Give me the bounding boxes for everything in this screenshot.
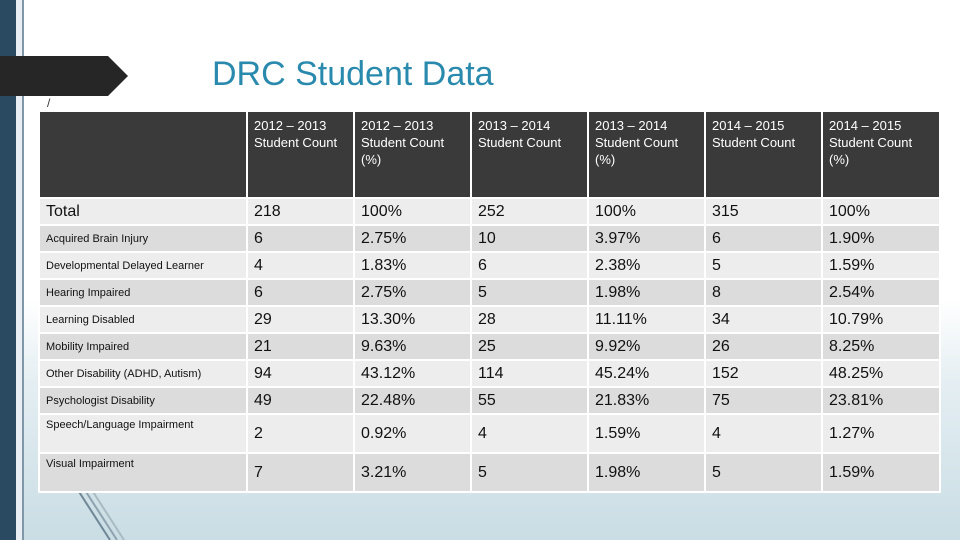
table-cell: 1.98% <box>588 453 705 492</box>
row-label: Learning Disabled <box>39 306 247 333</box>
table-cell: 6 <box>247 279 354 306</box>
table-cell: 49 <box>247 387 354 414</box>
table-cell: 1.90% <box>822 225 940 252</box>
table-cell: 2 <box>247 414 354 453</box>
table-row <box>39 387 940 414</box>
table-cell: 11.11% <box>588 306 705 333</box>
table-row <box>39 453 940 492</box>
table-cell: 2.38% <box>588 252 705 279</box>
row-label: Mobility Impaired <box>39 333 247 360</box>
table-row <box>39 252 940 279</box>
table-cell: 10 <box>471 225 588 252</box>
header-cell: 2014 – 2015 Student Count (%) <box>822 111 940 198</box>
table-cell: 43.12% <box>354 360 471 387</box>
header-cell: 2012 – 2013 Student Count (%) <box>354 111 471 198</box>
header-cell: 2013 – 2014 Student Count (%) <box>588 111 705 198</box>
stray-mark: / <box>47 96 51 110</box>
table-cell: 9.92% <box>588 333 705 360</box>
table-cell: 22.48% <box>354 387 471 414</box>
table-cell: 6 <box>705 225 822 252</box>
header-corner-cell <box>39 111 247 198</box>
table-cell: 21 <box>247 333 354 360</box>
header-cell: 2013 – 2014 Student Count <box>471 111 588 198</box>
table-cell: 1.59% <box>822 252 940 279</box>
table-cell: 100% <box>822 198 940 225</box>
table-cell: 5 <box>705 252 822 279</box>
table-cell: 21.83% <box>588 387 705 414</box>
table-cell: 5 <box>705 453 822 492</box>
table-cell: 6 <box>471 252 588 279</box>
row-label: Total <box>39 198 247 225</box>
table-cell: 1.27% <box>822 414 940 453</box>
table-cell: 34 <box>705 306 822 333</box>
table-cell: 114 <box>471 360 588 387</box>
row-label: Hearing Impaired <box>39 279 247 306</box>
table-row <box>39 279 940 306</box>
table-cell: 252 <box>471 198 588 225</box>
table-cell: 9.63% <box>354 333 471 360</box>
table-cell: 55 <box>471 387 588 414</box>
table-cell: 0.92% <box>354 414 471 453</box>
table-cell: 28 <box>471 306 588 333</box>
table-cell: 4 <box>705 414 822 453</box>
table-row <box>39 414 940 453</box>
table-cell: 4 <box>471 414 588 453</box>
row-label: Visual Impairment <box>39 453 247 492</box>
header-cell: 2012 – 2013 Student Count <box>247 111 354 198</box>
table-cell: 3.97% <box>588 225 705 252</box>
table-cell: 26 <box>705 333 822 360</box>
table-cell: 152 <box>705 360 822 387</box>
row-label: Speech/Language Impairment <box>39 414 247 453</box>
table-cell: 8 <box>705 279 822 306</box>
row-label: Other Disability (ADHD, Autism) <box>39 360 247 387</box>
table-cell: 7 <box>247 453 354 492</box>
table-cell: 13.30% <box>354 306 471 333</box>
row-label: Psychologist Disability <box>39 387 247 414</box>
table-cell: 4 <box>247 252 354 279</box>
table-cell: 5 <box>471 453 588 492</box>
table-row <box>39 198 940 225</box>
row-label: Developmental Delayed Learner <box>39 252 247 279</box>
table-cell: 218 <box>247 198 354 225</box>
table-cell: 1.59% <box>822 453 940 492</box>
table-cell: 1.98% <box>588 279 705 306</box>
table-row <box>39 333 940 360</box>
table-cell: 6 <box>247 225 354 252</box>
title-arrow-tab <box>0 56 128 96</box>
table-cell: 29 <box>247 306 354 333</box>
table-cell: 94 <box>247 360 354 387</box>
table-cell: 25 <box>471 333 588 360</box>
table-cell: 75 <box>705 387 822 414</box>
row-label: Acquired Brain Injury <box>39 225 247 252</box>
table-cell: 8.25% <box>822 333 940 360</box>
table-cell: 2.75% <box>354 279 471 306</box>
table-cell: 2.75% <box>354 225 471 252</box>
table-cell: 100% <box>354 198 471 225</box>
student-data-table <box>38 110 941 493</box>
table-cell: 1.83% <box>354 252 471 279</box>
table-header-row <box>39 111 940 198</box>
table-cell: 48.25% <box>822 360 940 387</box>
slide-title: DRC Student Data <box>212 55 494 93</box>
table-cell: 1.59% <box>588 414 705 453</box>
table-cell: 10.79% <box>822 306 940 333</box>
table-cell: 2.54% <box>822 279 940 306</box>
table-cell: 23.81% <box>822 387 940 414</box>
table-cell: 100% <box>588 198 705 225</box>
table-cell: 3.21% <box>354 453 471 492</box>
header-cell: 2014 – 2015 Student Count <box>705 111 822 198</box>
table-row <box>39 225 940 252</box>
table-cell: 45.24% <box>588 360 705 387</box>
table-row <box>39 306 940 333</box>
table-row <box>39 360 940 387</box>
table-cell: 315 <box>705 198 822 225</box>
table-cell: 5 <box>471 279 588 306</box>
